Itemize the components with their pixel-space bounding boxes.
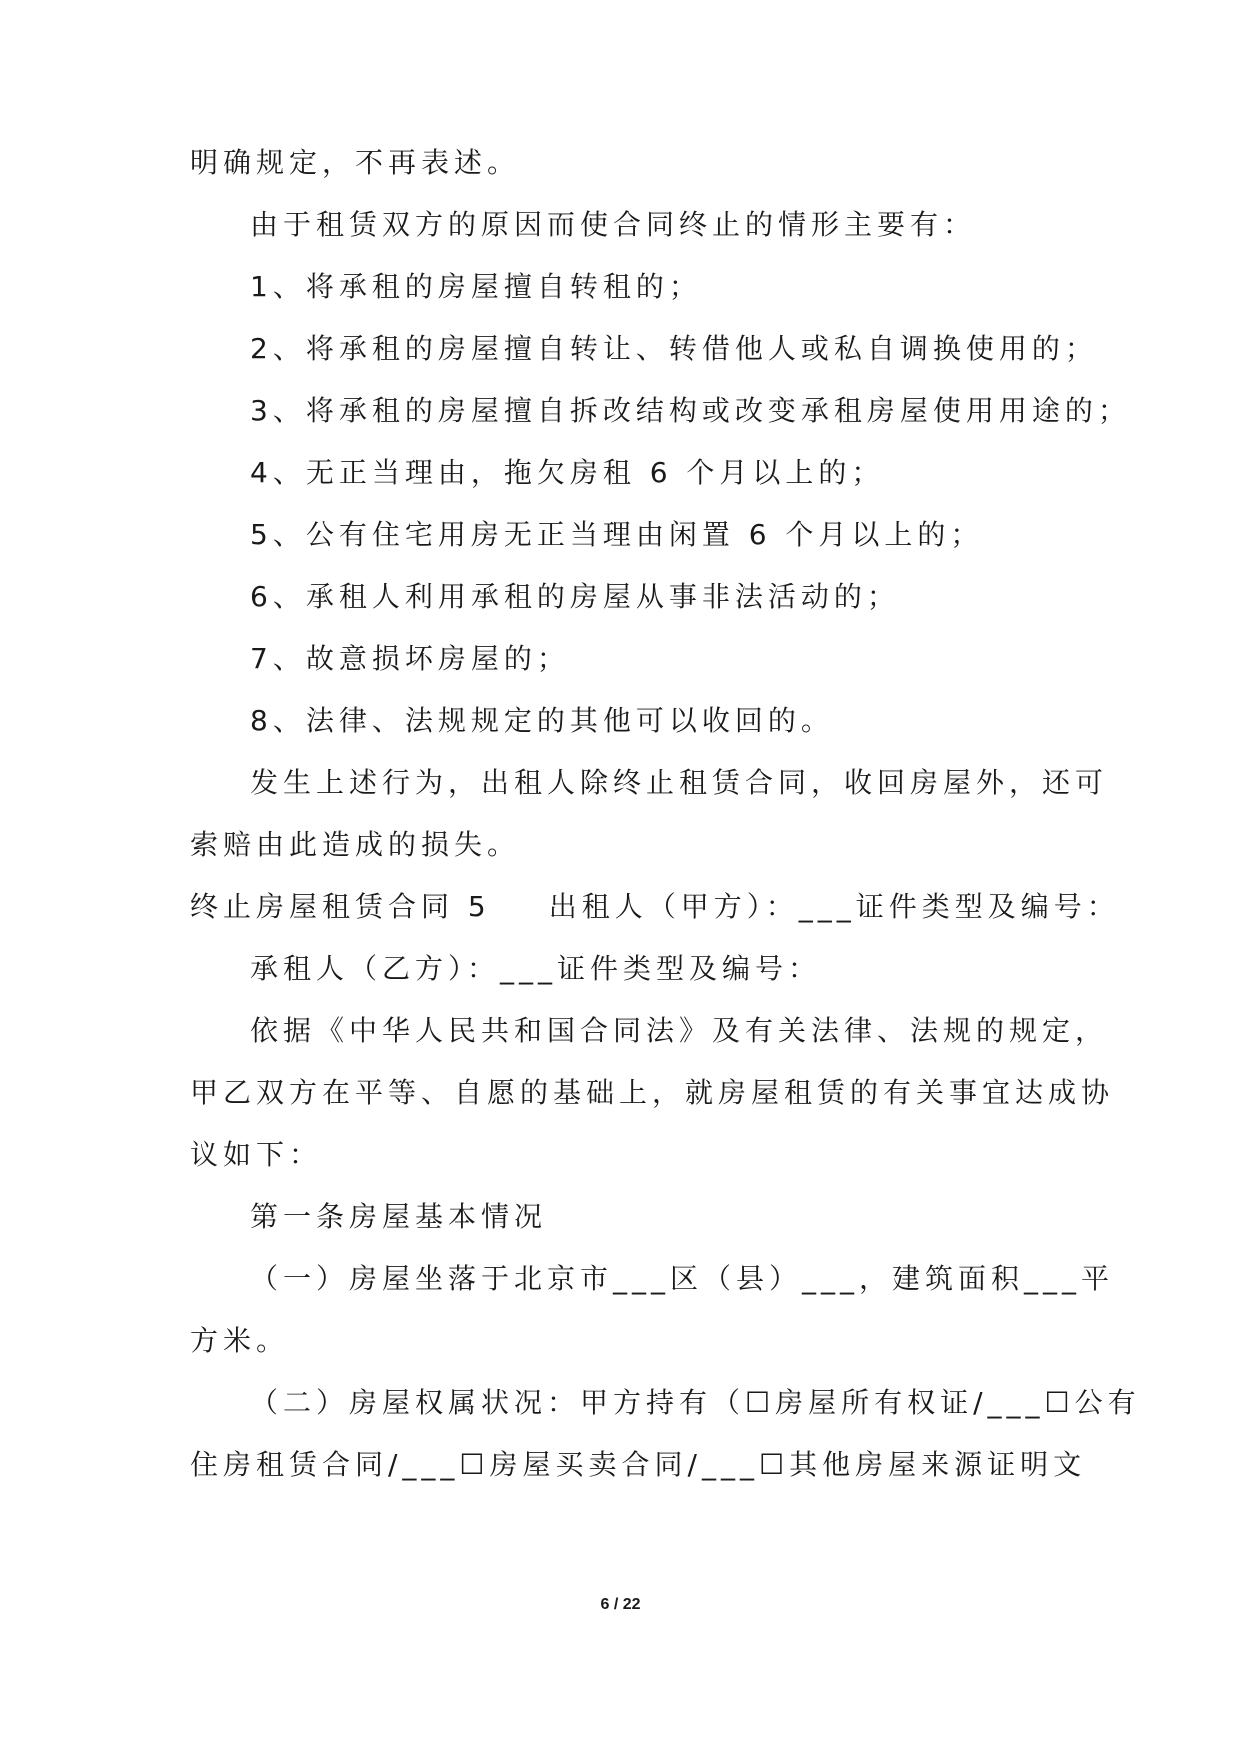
text-line: （一）房屋坐落于北京市___区（县）___，建筑面积___平 (250, 1262, 1115, 1295)
list-item: 5、公有住宅用房无正当理由闲置 6 个月以上的； (250, 518, 984, 551)
text-line: 承租人（乙方）：___证件类型及编号： (250, 952, 822, 985)
text-line: 出租人（甲方）：___证件类型及编号： (548, 890, 1120, 923)
list-item: 1、将承租的房屋擅自转租的； (250, 270, 702, 303)
text-line: （二）房屋权属状况：甲方持有（☐房屋所有权证/___☐公有 (250, 1386, 1141, 1419)
text-line: 索赔由此造成的损失。 (190, 828, 521, 861)
list-item: 2、将承租的房屋擅自转让、转借他人或私自调换使用的； (250, 332, 1098, 365)
section-heading-line (190, 887, 1120, 927)
text-line: 方米。 (190, 1324, 290, 1357)
text-line: 明确规定，不再表述。 (190, 146, 521, 179)
list-item: 8、法律、法规规定的其他可以收回的。 (250, 704, 834, 737)
text-line: 议如下： (190, 1138, 323, 1171)
list-item: 3、将承租的房屋擅自拆改结构或改变承租房屋使用用途的； (250, 394, 1131, 427)
list-item: 7、故意损坏房屋的； (250, 642, 570, 675)
text-line: 依据《中华人民共和国合同法》及有关法律、法规的规定， (250, 1014, 1109, 1047)
section-title: 终止房屋租赁合同 5 (190, 890, 491, 923)
list-item: 4、无正当理由，拖欠房租 6 个月以上的； (250, 456, 885, 489)
text-line: 由于租赁双方的原因而使合同终止的情形主要有： (250, 208, 977, 241)
article-heading: 第一条房屋基本情况 (250, 1200, 548, 1233)
text-line: 甲乙双方在平等、自愿的基础上，就房屋租赁的有关事宜达成协 (190, 1076, 1115, 1109)
page-number: 6 / 22 (600, 1596, 641, 1613)
text-line: 发生上述行为，出租人除终止租赁合同，收回房屋外，还可 (250, 766, 1109, 799)
text-line: 住房租赁合同/___☐房屋买卖合同/___☐其他房屋来源证明文 (190, 1448, 1087, 1481)
list-item: 6、承租人利用承租的房屋从事非法活动的； (250, 580, 900, 613)
